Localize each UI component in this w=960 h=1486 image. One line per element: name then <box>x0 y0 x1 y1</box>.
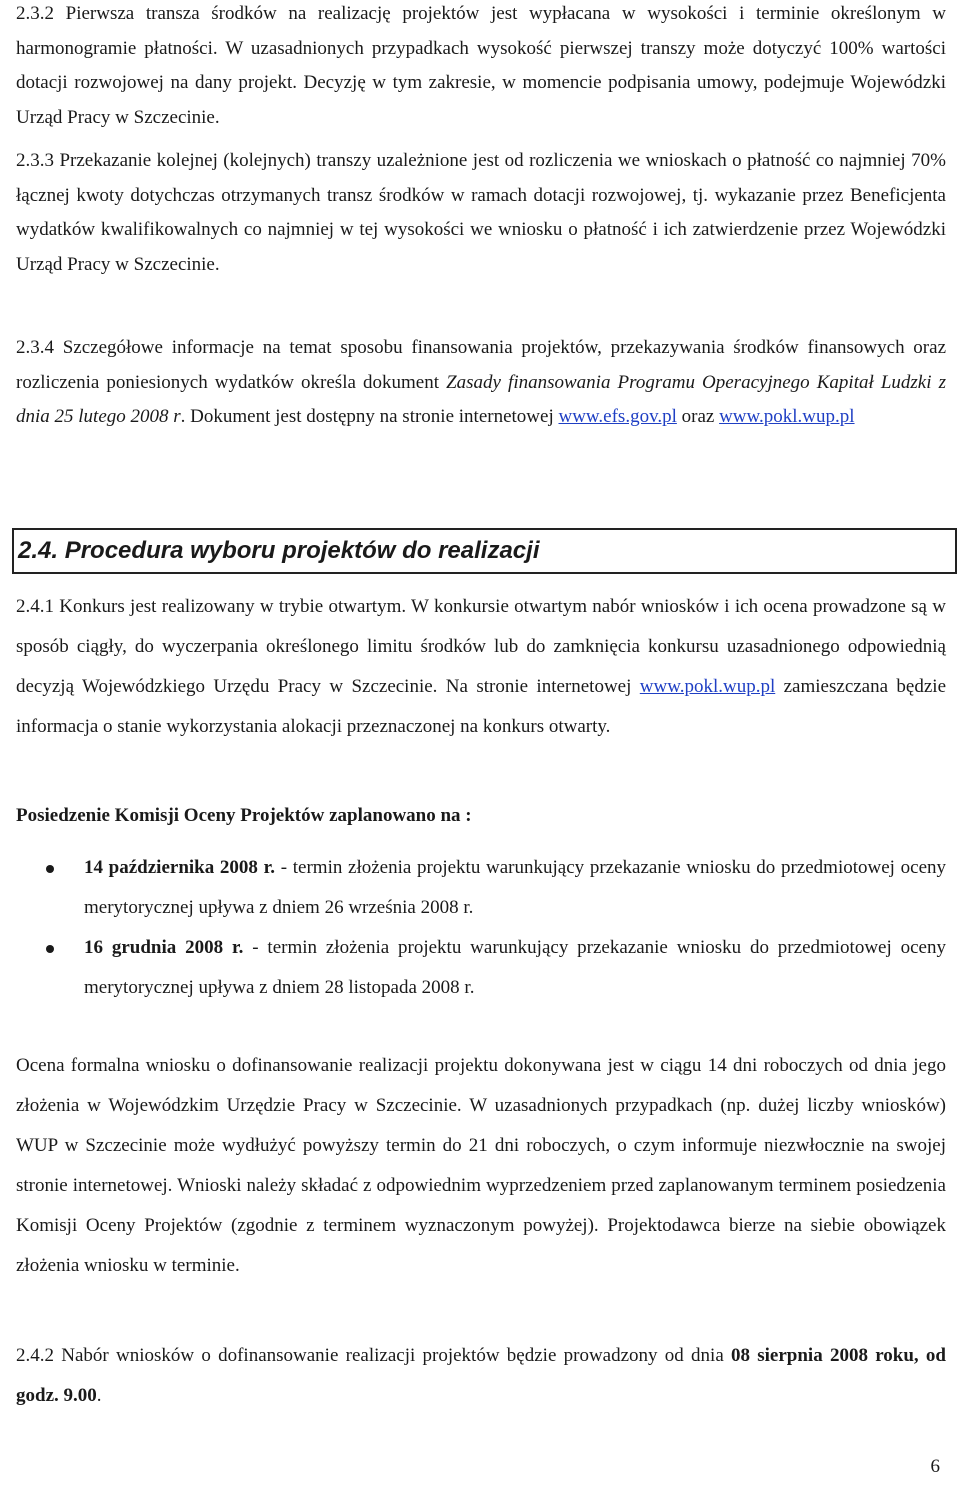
meeting-heading: Posiedzenie Komisji Oceny Projektów zaplanowano na : <box>16 805 472 826</box>
paragraph-2-3-2-text: 2.3.2 Pierwsza transza środków na realizację projektów jest wypłacana w wysokości i terminie określonym w harmonogramie płatności. W uzasadnionych przypadkach wysokość pierwszej transzy może dotyczyć 100% wartości dotacji rozwojowej na dany projekt. Decyzję w tym zakresie, w momencie podpisania umowy, podejmuje Wojewódzki Urząd Pracy w Szczecinie. <box>16 3 946 128</box>
paragraph-2-3-4-mid: . Dokument jest dostępny na stronie internetowej <box>180 406 559 427</box>
paragraph-2-3-2 <box>16 0 946 135</box>
link-pokl-wup-2[interactable]: www.pokl.wup.pl <box>639 676 776 697</box>
paragraph-2-3-3 <box>16 144 946 282</box>
link-efs-gov[interactable]: www.efs.gov.pl <box>558 406 677 427</box>
bullet-icon <box>46 945 54 953</box>
paragraph-2-4-1 <box>16 587 946 747</box>
paragraph-2-3-4-conj: oraz <box>676 406 720 427</box>
bullet-icon <box>46 865 54 873</box>
paragraph-2-4-2 <box>16 1336 946 1416</box>
meeting-date-note: - termin złożenia projektu warunkujący przekazanie wniosku do przedmiotowej oceny merytorycznej upływa z dniem 28 listopada 2008 r. <box>84 937 946 998</box>
paragraph-2-3-4 <box>16 331 946 435</box>
list-item <box>16 928 946 1008</box>
document-title-reference: Zasady finansowania Programu Operacyjnego Kapitał Ludzki z dnia 25 lutego 2008 r <box>16 371 946 427</box>
meeting-date: 14 października 2008 r. <box>84 857 276 878</box>
link-pokl-wup[interactable]: www.pokl.wup.pl <box>719 406 855 427</box>
section-heading-2-4: 2.4. Procedura wyboru projektów do realizacji <box>12 528 957 574</box>
paragraph-2-3-4-lead: 2.3.4 Szczegółowe informacje na temat sposobu finansowania projektów, przekazywania środków finansowych oraz rozliczenia poniesionych wydatków określa dokument <box>16 337 946 393</box>
paragraph-2-4-2-tail: . <box>96 1385 102 1406</box>
meeting-date-note: - termin złożenia projektu warunkujący przekazanie wniosku do przedmiotowej oceny merytorycznej upływa z dniem 26 września 2008 r. <box>84 857 946 918</box>
recruitment-start-date: 08 sierpnia 2008 roku, od godz. 9.00 <box>16 1345 946 1406</box>
paragraph-2-3-3-text: 2.3.3 Przekazanie kolejnej (kolejnych) transzy uzależnione jest od rozliczenia we wnioskach o płatność co najmniej 70% łącznej kwoty dotychczas otrzymanych transz środków w ramach dotacji rozwojowej, tj. wykazanie przez Beneficjenta wydatków kwalifikowalnych co najmniej w tej wysokości we wniosku o płatność i ich zatwierdzenie przez Wojewódzki Urząd Pracy w Szczecinie. <box>16 150 946 275</box>
meeting-dates-list <box>16 848 946 1008</box>
paragraph-ocena-formalna-text: Ocena formalna wniosku o dofinansowanie realizacji projektu dokonywana jest w ciągu 14 dni roboczych od dnia jego złożenia w Wojewódzkim Urzędzie Pracy w Szczecinie. W uzasadnionych przypadkach (np. dużej liczby wniosków) WUP w Szczecinie może wydłużyć powyższy termin do 21 dni roboczych, o czym informuje niezwłocznie na swojej stronie internetowej. Wnioski należy składać z odpowiednim wyprzedzeniem przed zaplanowanym terminem posiedzenia Komisji Oceny Projektów (zgodnie z terminem wyznaczonym powyżej). Projektodawca bierze na siebie obowiązek złożenia wniosku w terminie. <box>16 1055 946 1276</box>
paragraph-2-4-1-tail: zamieszczana będzie informacja o stanie wykorzystania alokacji przeznaczonej na konkurs otwarty. <box>16 676 947 737</box>
page-number: 6 <box>930 1456 940 1477</box>
paragraph-2-4-2-lead: 2.4.2 Nabór wniosków o dofinansowanie realizacji projektów będzie prowadzony od dnia <box>16 1345 731 1366</box>
paragraph-2-4-1-lead: 2.4.1 Konkurs jest realizowany w trybie otwartym. W konkursie otwartym nabór wniosków i ich ocena prowadzone są w sposób ciągły, do wyczerpania określonego limitu środków lub do zamknięcia konkursu uzasadnionego odpowiednią decyzją Wojewódzkiego Urzędu Pracy w Szczecinie. Na stronie internetowej <box>16 596 946 697</box>
paragraph-ocena-formalna <box>16 1046 946 1286</box>
meeting-date: 16 grudnia 2008 r. <box>84 937 244 958</box>
list-item <box>16 848 946 928</box>
